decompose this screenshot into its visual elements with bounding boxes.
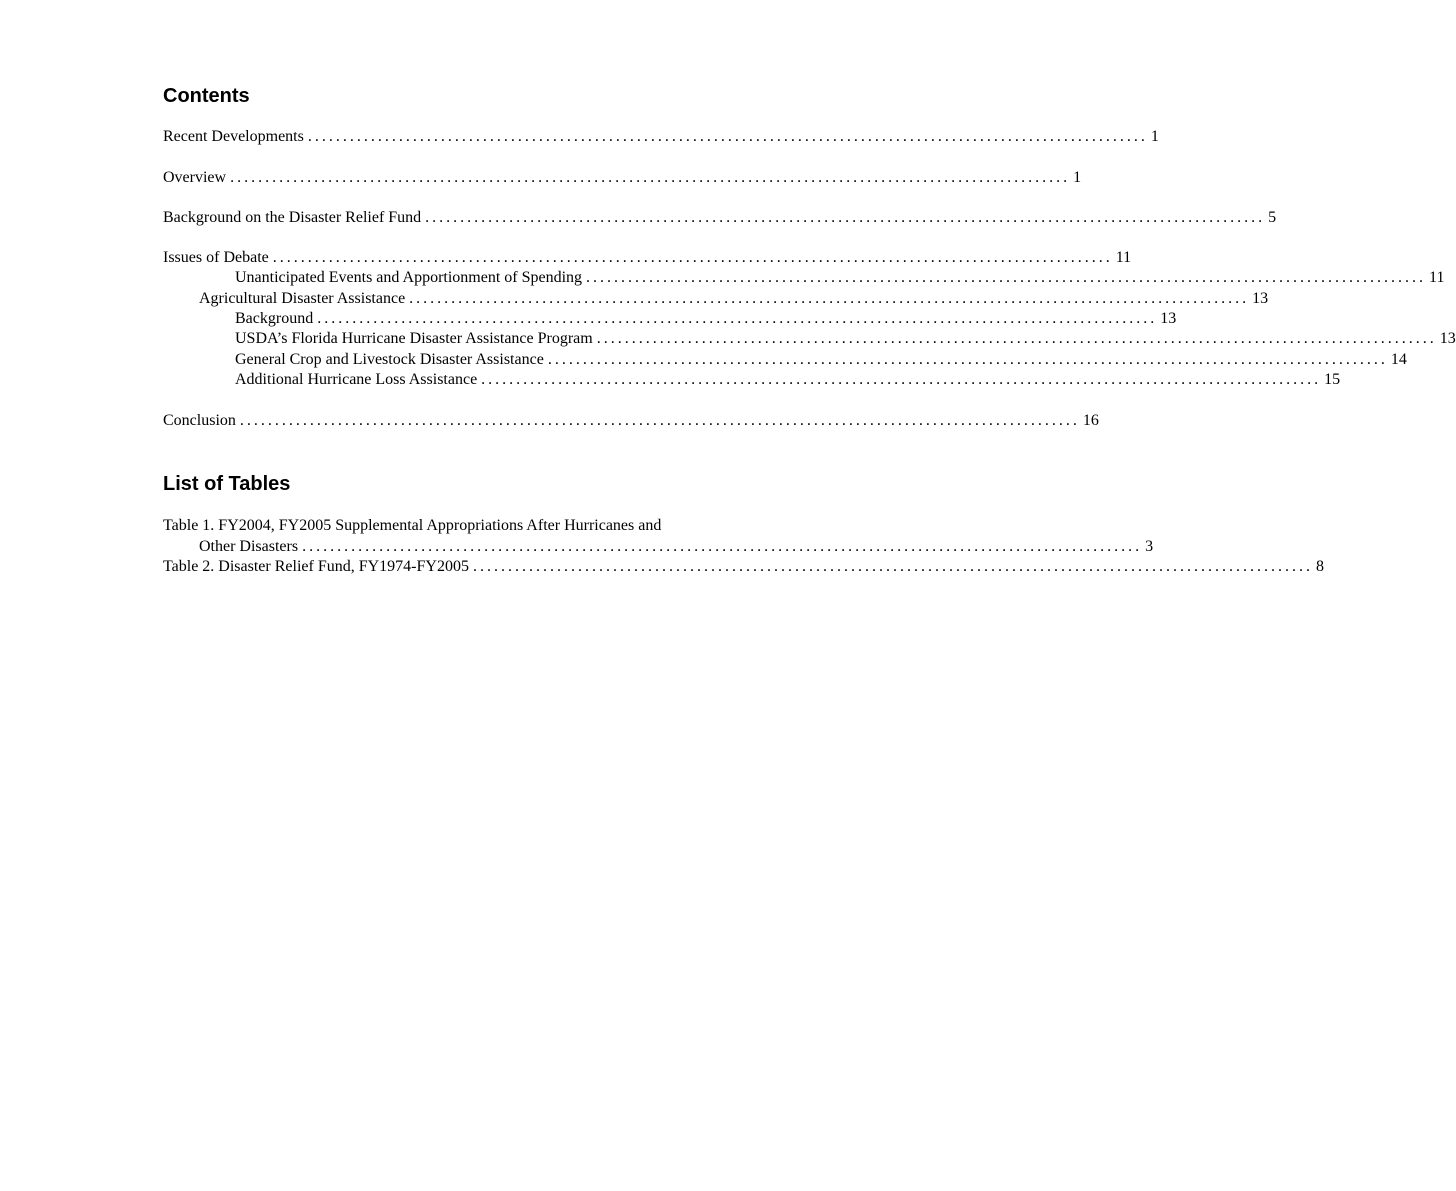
toc-entry-page: 11 [1429, 269, 1445, 286]
dot-leader: ........................................................................................................................ [547, 351, 1388, 368]
table-entry-1[interactable] [199, 537, 1154, 557]
dot-leader: ........................................................................................................................ [230, 169, 1071, 186]
dot-leader: ........................................................................................................................ [239, 412, 1080, 429]
toc-entry-label: Background [235, 310, 314, 327]
toc-entry-issues-of-debate[interactable] [163, 248, 1132, 268]
toc-entry-label: Overview [163, 169, 227, 186]
dot-leader: ........................................................................................................................ [596, 330, 1437, 347]
dot-leader: ........................................................................................................................ [481, 371, 1322, 388]
toc-entry-label: Other Disasters [199, 538, 299, 555]
toc-entry-general-crop-livestock[interactable] [235, 350, 1407, 370]
toc-entry-label: USDA’s Florida Hurricane Disaster Assistance Program [235, 330, 593, 347]
dot-leader: ........................................................................................................................ [425, 209, 1266, 226]
toc-entry-page: 13 [1439, 330, 1456, 347]
toc-entry-agricultural-disaster-assistance[interactable] [199, 289, 1269, 309]
toc-entry-recent-developments[interactable] [163, 127, 1159, 147]
toc-entry-page: 13 [1160, 310, 1177, 327]
toc-entry-label: Conclusion [163, 412, 236, 429]
toc-entry-unanticipated-events[interactable] [235, 268, 1445, 288]
dot-leader: ........................................................................................................................ [302, 538, 1143, 555]
dot-leader: ........................................................................................................................ [307, 128, 1148, 145]
dot-leader: ........................................................................................................................ [409, 290, 1250, 307]
toc-entry-label: Unanticipated Events and Apportionment of Spending [235, 269, 583, 286]
toc-entry-overview[interactable] [163, 168, 1082, 188]
toc-entry-label: Additional Hurricane Loss Assistance [235, 371, 478, 388]
toc-entry-conclusion[interactable] [163, 411, 1099, 431]
dot-leader: ........................................................................................................................ [586, 269, 1427, 286]
toc-entry-background-disaster-relief-fund[interactable] [163, 208, 1277, 228]
toc-entry-label: Table 2. Disaster Relief Fund, FY1974-FY2005 [163, 558, 469, 575]
table-entry-2[interactable] [163, 557, 1324, 577]
toc-entry-page: 16 [1082, 412, 1099, 429]
toc-entry-page: 14 [1390, 351, 1407, 368]
list-of-tables-heading: List of Tables [163, 473, 291, 495]
toc-entry-page: 11 [1115, 249, 1132, 266]
toc-entry-page: 1 [1150, 128, 1159, 145]
toc-entry-page: 1 [1073, 169, 1082, 186]
toc-entry-page: 5 [1268, 209, 1277, 226]
toc-entry-label: General Crop and Livestock Disaster Assistance [235, 351, 544, 368]
toc-entry-page: 8 [1315, 558, 1324, 575]
toc-entry-background[interactable] [235, 309, 1177, 329]
toc-entry-label: Recent Developments [163, 128, 304, 145]
toc-entry-label: Background on the Disaster Relief Fund [163, 209, 422, 226]
toc-entry-page: 15 [1324, 371, 1341, 388]
toc-entry-page: 3 [1145, 538, 1154, 555]
dot-leader: ........................................................................................................................ [472, 558, 1313, 575]
toc-entry-label: Issues of Debate [163, 249, 269, 266]
table-entry-1-line1[interactable]: Table 1. FY2004, FY2005 Supplemental Appropriations After Hurricanes and [163, 517, 662, 534]
toc-entry-additional-hurricane-loss[interactable] [235, 370, 1341, 390]
toc-entry-page: 13 [1252, 290, 1269, 307]
toc-entry-usda-florida-program[interactable] [235, 329, 1456, 349]
toc-entry-label: Agricultural Disaster Assistance [199, 290, 406, 307]
contents-heading: Contents [163, 85, 250, 107]
dot-leader: ........................................................................................................................ [317, 310, 1158, 327]
dot-leader: ........................................................................................................................ [272, 249, 1113, 266]
